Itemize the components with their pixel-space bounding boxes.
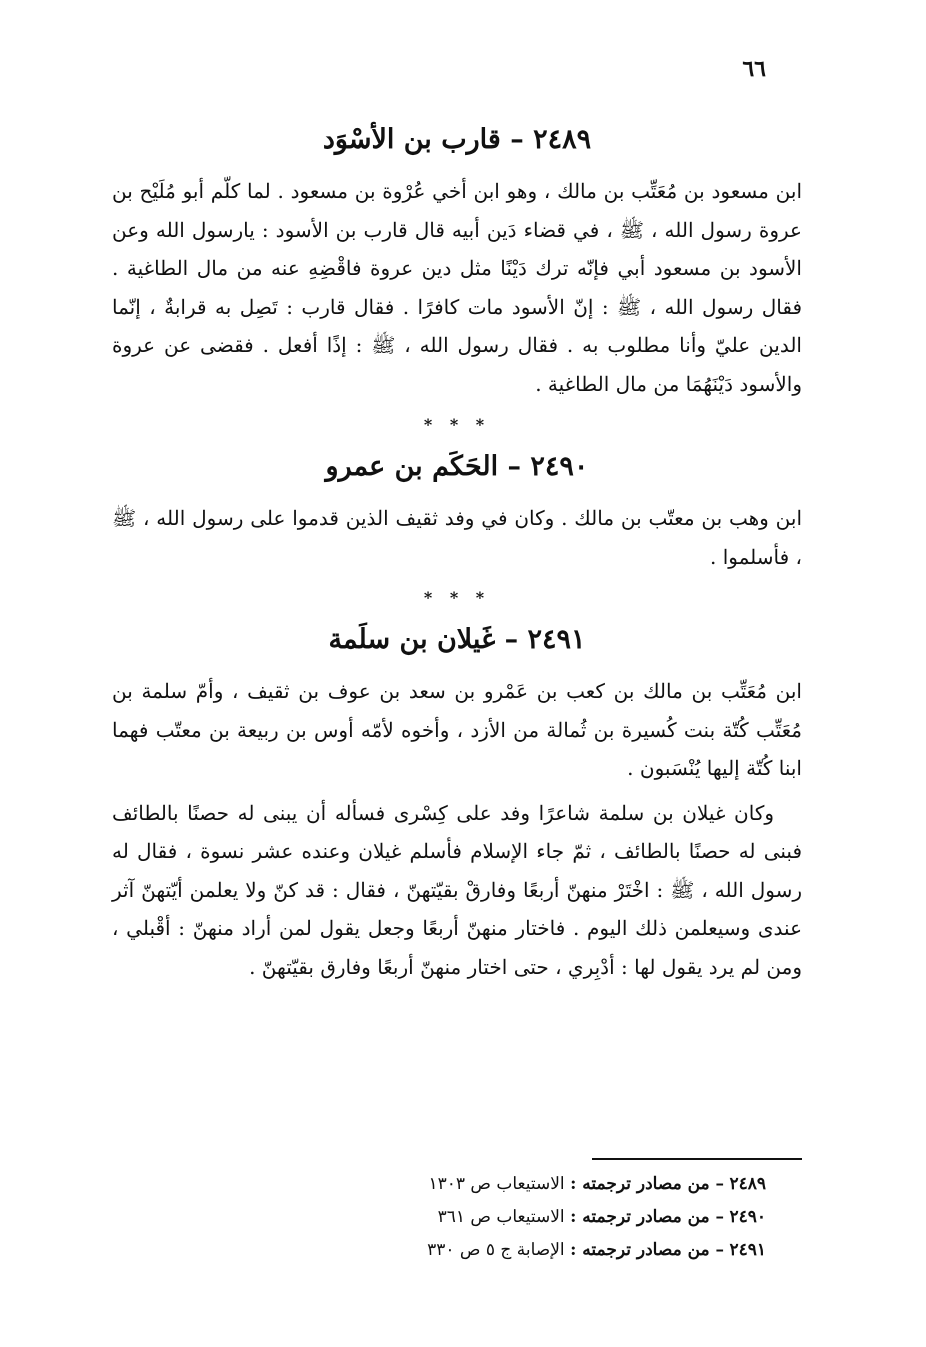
footnote bbox=[326, 1234, 766, 1267]
footnotes bbox=[326, 1168, 766, 1267]
footnote-number: ٢٤٨٩ bbox=[729, 1174, 766, 1194]
footnote-text: الاستيعاب ص ١٣٠٣ bbox=[428, 1174, 565, 1194]
entry-paragraph: ابن مسعود بن مُعَتِّب بن مالك ، وهو ابن أخي عُرْوة بن مسعود . لما كلّم أبو مُلَيْح بن عروة رسول الله ، ﷺ ، في قضاء دَين أبيه قال قارب بن الأسود : يارسول الله وعن الأسود بن مسعود أبي فإنّه ترك دَيْنًا مثل دين عروة فاقْضِهِ عنه من مال الطاغية . فقال رسول الله ، ﷺ : إنّ الأسود مات كافرًا . فقال قارب : تَصِل به قرابةٌ ، إنّما الدين عليّ وأنا مطلوب به . فقال رسول الله ، ﷺ : إذًا أفعل . فقضى عن عروة والأسود دَيْنَهُمَا من مال الطاغية . bbox=[112, 179, 802, 396]
footnote-text: الإصابة ج ٥ ص ٣٣٠ bbox=[427, 1240, 565, 1260]
entry-paragraph: ابن مُعَتِّب بن مالك بن كعب بن عَمْرو بن سعد بن عوف بن ثقيف ، وأمّ سلمة بن مُعَتِّب كُتّة بنت كُسيرة بن ثُمالة من الأزد ، وأخوه لأمّه أوس بن ربيعة بن معتّب فهما ابنا كُتّة إليها يُنْسَبون . bbox=[112, 679, 802, 780]
entry-2491 bbox=[112, 618, 802, 986]
footnote-rule bbox=[592, 1158, 802, 1160]
footnote-label: – من مصادر ترجمته : bbox=[570, 1240, 725, 1260]
entry-paragraph: ابن وهب بن معتّب بن مالك . وكان في وفد ثقيف الذين قدموا على رسول الله ، ﷺ ، فأسلموا . bbox=[112, 506, 802, 569]
footnote-number: ٢٤٩٠ bbox=[729, 1207, 766, 1227]
main-text bbox=[112, 118, 802, 986]
footnote-label: – من مصادر ترجمته : bbox=[570, 1207, 725, 1227]
footnote bbox=[326, 1168, 766, 1201]
section-separator: * * * bbox=[423, 415, 491, 434]
entry-title: ٢٤٩٠ – الحَكَم بن عمرو bbox=[325, 451, 589, 482]
footnote bbox=[326, 1201, 766, 1234]
entry-2490 bbox=[112, 445, 802, 576]
entry-paragraph: وكان غيلان بن سلمة شاعرًا وفد على كِسْرى فسأله أن يبنى له حصنًا بالطائف فبنى له حصنًا بالطائف ، ثمّ جاء الإسلام فأسلم غيلان وعنده عشر نسوة ، فقال له رسول الله ، ﷺ : اخْتَرْ منهنّ أربعًا وفارقْ بقيّتهنّ ، فقال : قد كنّ ولا يعلمن أيّتهنّ آثر عندى وسيعلمن ذلك اليوم . فاختار منهنّ أربعًا وجعل يقول لمن أراد منهنّ : أقْبلي ، ومن لم يرد يقول لها : أدْبِري ، حتى اختار منهنّ أربعًا وفارق بقيّتهنّ . bbox=[112, 800, 802, 979]
footnote-text: الاستيعاب ص ٣٦١ bbox=[437, 1207, 565, 1227]
entry-title: ٢٤٨٩ – قارب بن الأسْوَد bbox=[322, 124, 592, 155]
page-number: ٦٦ bbox=[742, 56, 766, 82]
section-separator: * * * bbox=[423, 588, 491, 607]
entry-title: ٢٤٩١ – غَيلان بن سلَمة bbox=[328, 624, 586, 655]
entry-2489 bbox=[112, 118, 802, 403]
footnote-label: – من مصادر ترجمته : bbox=[570, 1174, 725, 1194]
footnote-number: ٢٤٩١ bbox=[729, 1240, 766, 1260]
